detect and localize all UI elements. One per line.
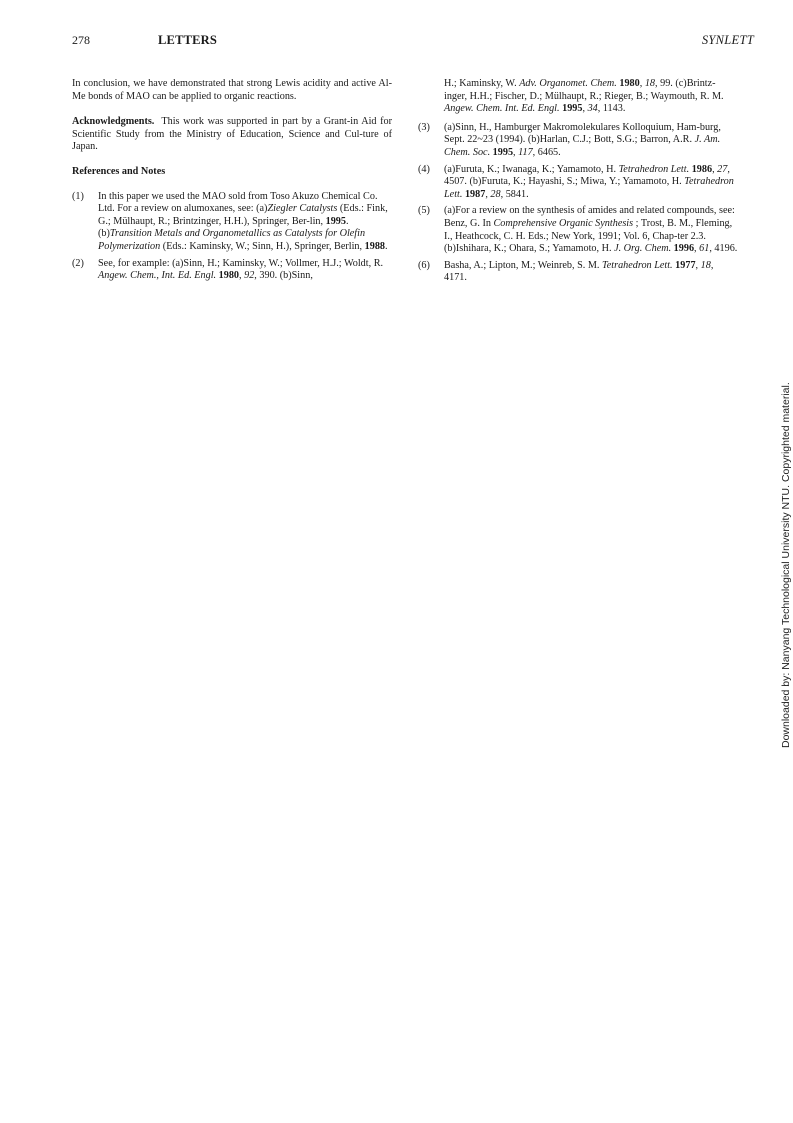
reference-text: Basha, A.; Lipton, M.; Weinreb, S. M. Tetrahedron Lett. 1977, 18, 4171. bbox=[444, 259, 714, 284]
references-heading: References and Notes bbox=[72, 165, 166, 177]
reference-2 bbox=[72, 258, 392, 283]
reference-number: (1) bbox=[72, 190, 84, 202]
reference-number: (2) bbox=[72, 257, 84, 269]
reference-2-continued: H.; Kaminsky, W. Adv. Organomet. Chem. 1980, 18, 99. (c)Brintz-inger, H.H.; Fischer, D.; Mülhaupt, R.; Rieger, B.; Waymouth, R. M. Angew. Chem. Int. Ed. Engl. 1995, 34, 1143. bbox=[444, 78, 724, 115]
reference-text: (a)For a review on the synthesis of amides and related compounds, see: Benz, G. In Comprehensive Organic Synthesis ; Trost, B. M., Fleming, I., Heathcock, C. H. Eds.; New York, 1991; Vol. 6, Chap-ter 2.3. (b)Ishihara, K.; Ohara, S.; Yamamoto, H. J. Org. Chem. 1996, 61, 4196. bbox=[444, 205, 738, 255]
reference-4 bbox=[418, 164, 738, 202]
page-header bbox=[72, 33, 754, 49]
reference-1 bbox=[72, 191, 392, 254]
right-column bbox=[418, 78, 738, 289]
journal-name: SYNLETT bbox=[701, 33, 754, 47]
conclusion-paragraph: In conclusion, we have demonstrated that strong Lewis acidity and active Al-Me bonds of MAO can be applied to organic reactions. bbox=[72, 78, 392, 102]
reference-text: See, for example: (a)Sinn, H.; Kaminsky, W.; Vollmer, H.J.; Woldt, R. Angew. Chem., Int. Ed. Engl. 1980, 92, 390. (b)Sinn, bbox=[98, 257, 384, 282]
reference-6 bbox=[418, 260, 738, 285]
reference-number: (3) bbox=[418, 121, 430, 133]
reference-number: (5) bbox=[418, 205, 430, 217]
download-watermark: Downloaded by: Nanyang Technological University NTU. Copyrighted material. bbox=[780, 382, 792, 748]
reference-number: (4) bbox=[418, 163, 430, 175]
reference-number: (6) bbox=[418, 259, 430, 271]
reference-text: (a)Furuta, K.; Iwanaga, K.; Yamamoto, H. Tetrahedron Lett. 1986, 27, 4507. (b)Furuta, K.; Hayashi, S.; Miwa, Y.; Yamamoto, H. Tetrahedron Lett. 1987, 28, 5841. bbox=[444, 163, 734, 200]
acknowledgments-label: Acknowledgments. bbox=[72, 116, 155, 128]
reference-text: (a)Sinn, H., Hamburger Makromolekulares Kolloquium, Ham-burg, Sept. 22~23 (1994). (b)Harlan, C.J.; Bott, S.G.; Barron, A.R. J. Am. Chem. Soc. 1995, 117, 6465. bbox=[444, 121, 721, 158]
acknowledgments-paragraph bbox=[72, 116, 392, 154]
reference-5 bbox=[418, 205, 738, 255]
page-number: 278 bbox=[72, 33, 90, 47]
reference-3 bbox=[418, 122, 738, 160]
reference-text: In this paper we used the MAO sold from Toso Akuzo Chemical Co. Ltd. For a review on alumoxanes, see: (a)Ziegler Catalysts (Eds.: Fink, G.; Mülhaupt, R.; Brintzinger, H.H.), Springer, Ber-lin, 1995. (b)Transition Metals and Organometallics as Catalysts for Olefin Polymerization (Eds.: Kaminsky, W.; Sinn, H.), Springer, Berlin, 1988. bbox=[98, 190, 388, 252]
section-title: LETTERS bbox=[158, 33, 218, 47]
left-column bbox=[72, 78, 392, 287]
acknowledgments-text: This work was supported in part by a Grant-in Aid for Scientific Study from the Ministry of Education, Science and Cul-ture of Japan. bbox=[72, 116, 392, 153]
